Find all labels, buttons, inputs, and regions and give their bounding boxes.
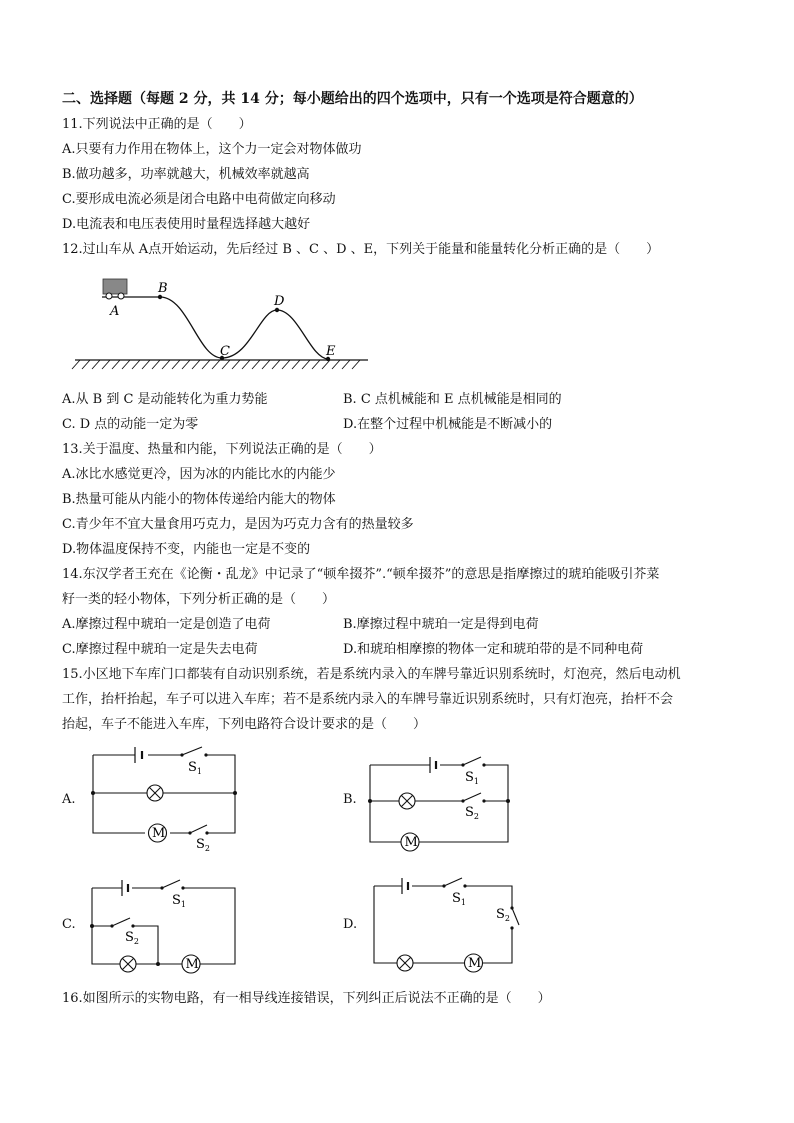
question-14-option-a: A.摩擦过程中琥珀一定是创造了电荷 <box>62 617 271 632</box>
question-11-option-d: D.电流表和电压表使用时量程选择越大越好 <box>62 217 311 232</box>
switch-s2-label-c: $S_2$ <box>125 930 139 946</box>
question-11-option-c: C.要形成电流必须是闭合电路中电荷做定向移动 <box>62 192 336 207</box>
question-13-option-a: A.冰比水感觉更冷，因为冰的内能比水的内能少 <box>62 467 336 482</box>
question-12-option-b: B. C 点机械能和 E 点机械能是相同的 <box>343 392 562 407</box>
motor-label-d: M <box>468 956 482 971</box>
point-a-label: A <box>110 304 120 319</box>
circuit-option-c-label: C. <box>62 917 76 932</box>
circuit-diagram-a <box>90 745 240 853</box>
question-13-stem: 13.关于温度、热量和内能，下列说法正确的是（ ） <box>62 442 382 457</box>
question-14-option-c: C.摩擦过程中琥珀一定是失去电荷 <box>62 642 258 657</box>
question-14-stem-line1: 14.东汉学者王充在《论衡・乱龙》中记录了“顿牟掇芥”.“顿牟掇芥”的意思是指摩擦过的琥珀能吸引芥菜 <box>62 567 660 582</box>
switch-s1-label-a: $S_1$ <box>188 760 202 776</box>
question-12-stem: 12.过山车从 A点开始运动，先后经过 B 、C 、D 、E，下列关于能量和能量转化分析正确的是（ ） <box>62 242 660 257</box>
question-11-stem: 11.下列说法中正确的是（ ） <box>62 117 252 132</box>
circuit-option-b-label: B. <box>343 792 357 807</box>
point-d-label: D <box>274 294 285 309</box>
motor-label-a: M <box>152 826 166 841</box>
circuit-diagram-c <box>90 878 238 978</box>
question-15-stem-line3: 抬起，车子不能进入车库，下列电路符合设计要求的是（ ） <box>62 717 427 732</box>
switch-s2-label-b: $S_2$ <box>465 805 479 821</box>
question-12-option-a: A.从 B 到 C 是动能转化为重力势能 <box>62 392 268 407</box>
motor-label-b: M <box>404 835 418 850</box>
question-15-stem-line1: 15.小区地下车库门口都装有自动识别系统，若是系统内录入的车牌号靠近识别系统时，灯泡亮，然后电动机 <box>62 667 681 682</box>
switch-s1-label-b: $S_1$ <box>465 770 479 786</box>
question-12-option-c: C. D 点的动能一定为零 <box>62 417 199 432</box>
circuit-diagram-d <box>372 878 517 978</box>
roller-coaster-figure <box>70 270 370 380</box>
question-12-option-d: D.在整个过程中机械能是不断减小的 <box>343 417 553 432</box>
question-14-option-b: B.摩擦过程中琥珀一定是得到电荷 <box>343 617 539 632</box>
question-11-option-b: B.做功越多，功率就越大，机械效率就越高 <box>62 167 310 182</box>
question-13-option-c: C.青少年不宜大量食用巧克力，是因为巧克力含有的热量较多 <box>62 517 414 532</box>
point-c-label: C <box>220 344 230 359</box>
question-15-stem-line2: 工作，抬杆抬起，车子可以进入车库；若不是系统内录入的车牌号靠近识别系统时，只有灯泡亮，抬杆不会 <box>62 692 674 707</box>
point-e-label: E <box>326 344 336 359</box>
question-13-option-b: B.热量可能从内能小的物体传递给内能大的物体 <box>62 492 336 507</box>
question-11-option-a: A.只要有力作用在物体上，这个力一定会对物体做功 <box>62 142 362 157</box>
switch-s2-label-d: $S_2$ <box>496 907 510 923</box>
switch-s1-label-d: $S_1$ <box>452 891 466 907</box>
question-16-stem: 16.如图所示的实物电路，有一相导线连接错误，下列纠正后说法不正确的是（ ） <box>62 991 551 1006</box>
circuit-diagram-b <box>368 755 513 860</box>
circuit-option-a-label: A. <box>62 792 76 807</box>
question-14-stem-line2: 籽一类的轻小物体，下列分析正确的是（ ） <box>62 592 336 607</box>
section-header: 二、选择题（每题 2 分，共 14 分；每小题给出的四个选项中，只有一个选项是符合题意的） <box>62 91 643 107</box>
point-b-label: B <box>158 281 168 296</box>
motor-label-c: M <box>185 957 199 972</box>
question-13-option-d: D.物体温度保持不变，内能也一定是不变的 <box>62 542 311 557</box>
switch-s2-label-a: $S_2$ <box>196 837 210 853</box>
question-14-option-d: D.和琥珀相摩擦的物体一定和琥珀带的是不同种电荷 <box>343 642 644 657</box>
circuit-option-d-label: D. <box>343 917 358 932</box>
coaster-cart-icon <box>103 279 127 294</box>
switch-s1-label-c: $S_1$ <box>172 893 186 909</box>
